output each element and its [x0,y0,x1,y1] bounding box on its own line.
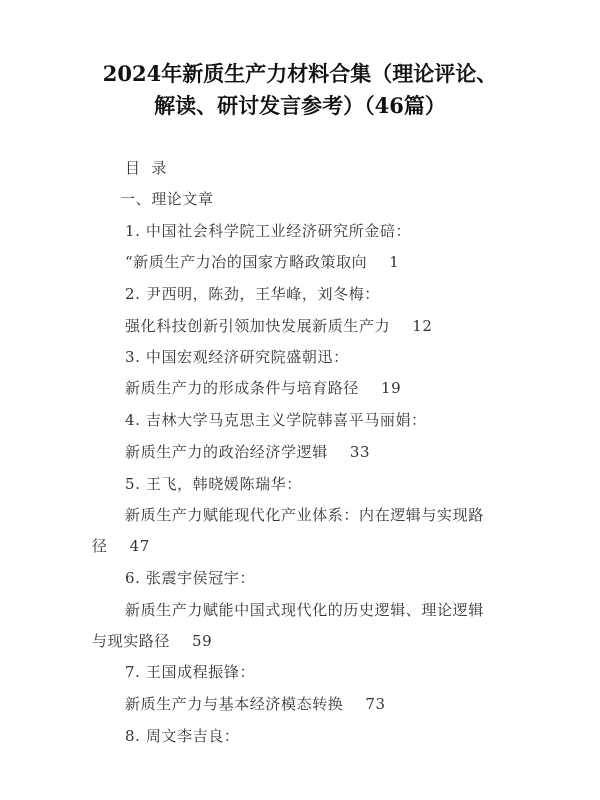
toc-entry-author: 5. 王飞，韩晓媛陈瑞华： [125,475,302,493]
toc-entry-author: 3. 中国宏观经济研究院盛朝迅： [125,348,349,366]
toc-entry-author: 1. 中国社会科学院工业经济研究所金碚： [125,222,412,240]
toc-page-number: 12 [412,317,433,335]
document-title-line-1: 2024年新质生产力材料合集（理论评论、 [102,61,498,86]
document-title-line-2: 解读、研讨发言参考）（46篇） [154,93,446,118]
toc-page-number: 1 [389,253,400,271]
toc-entry-title: 新质生产力与基本经济模态转换 73 [125,695,386,713]
section-heading: 一、理论文章 [120,190,214,208]
toc-entry-title: 新质生产力赋能现代化产业体系：内在逻辑与实现路 [125,506,484,524]
toc-entry-title: 新质生产力赋能中国式现代化的历史逻辑、理论逻辑 [125,601,484,619]
toc-entry-author: 7. 王国成程振锋： [125,663,256,681]
toc-page-number: 19 [381,379,402,397]
toc-entry-title-continued: 与现实路径 59 [92,632,213,650]
toc-entry-author: 2. 尹西明，陈劲，王华峰，刘冬梅： [125,285,380,303]
toc-entry-author: 8. 周文李吉良： [125,727,240,745]
toc-entry-author: 4. 吉林大学马克思主义学院韩喜平马丽娟： [125,411,427,429]
toc-entry-title-continued: 径 47 [92,537,150,555]
toc-entry-author: 6. 张震宇侯冠宇： [125,569,256,587]
toc-heading: 目 录 [125,159,167,177]
toc-page-number: 73 [365,695,386,713]
toc-entry-title: 新质生产力的形成条件与培育路径 19 [125,379,402,397]
toc-entry-title: 强化科技创新引领加快发展新质生产力 12 [125,317,433,335]
toc-page-number: 47 [129,537,150,555]
toc-entry-title: “新质生产力冶的国家方略政策取向 1 [125,253,400,271]
toc-page-number: 33 [349,443,371,461]
toc-page-number: 59 [192,632,213,650]
toc-entry-title: 新质生产力的政治经济学逻辑 33 [125,443,371,461]
